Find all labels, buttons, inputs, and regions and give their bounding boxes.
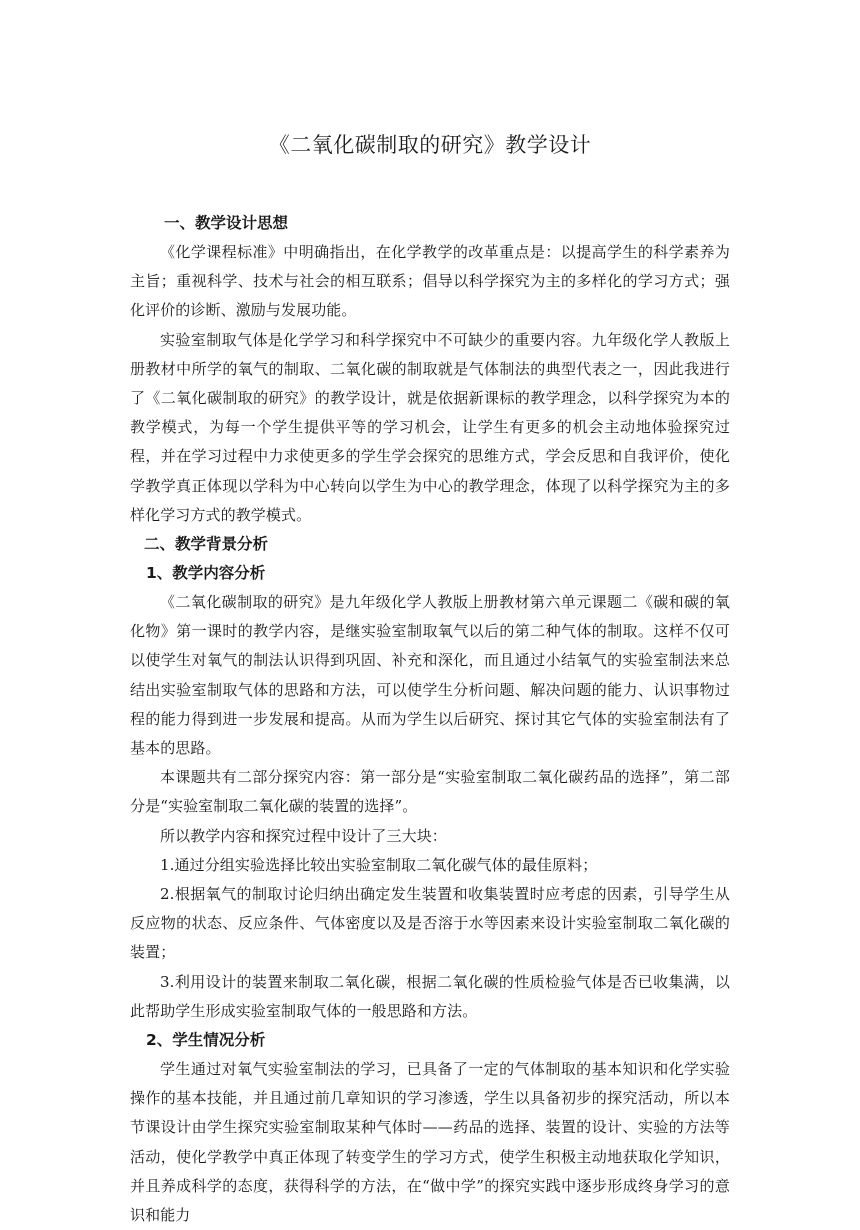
paragraph: 学生通过对氧气实验室制法的学习，已具备了一定的气体制取的基本知识和化学实验操作的基本技能，并且通过前几章知识的学习渗透，学生以具备初步的探究活动，所以本节课设计由学生探究实验室制取某种气体时——药品的选择、装置的设计、实验的方法等活动，使化学教学中真正体现了转变学生的学习方式，使学生积极主动地获取化学知识，并且养成科学的态度，获得科学的方法，在“做中学”的探究实践中逐步形成终身学习的意识和能力: [130, 1060, 730, 1225]
document-title: 《二氧化碳制取的研究》教学设计: [268, 133, 592, 157]
subsection-heading: 1、教学内容分析: [146, 564, 266, 583]
paragraph: 《化学课程标准》中明确指出，在化学教学的改革重点是：以提高学生的科学素养为主旨；重视科学、技术与社会的相互联系；倡导以科学探究为主的多样化的学习方式；强化评价的诊断、激励与发展功能。: [130, 243, 730, 320]
paragraph: 本课题共有二部分探究内容：第一部分是“实验室制取二氧化碳药品的选择”，第二部分是“实验室制取二氧化碳的装置的选择”。: [130, 768, 730, 816]
list-item: 1.通过分组实验选择比较出实验室制取二氧化碳气体的最佳原料；: [160, 855, 598, 874]
section-heading: 一、教学设计思想: [164, 214, 289, 232]
paragraph: 《二氧化碳制取的研究》是九年级化学人教版上册教材第六单元课题二《碳和碳的氧化物》第一课时的教学内容，是继实验室制取氧气以后的第二种气体的制取。这样不仅可以使学生对氧气的制法认识得到巩固、补充和深化，而且通过小结氧气的实验室制法来总结出实验室制取气体的思路和方法，可以使学生分析问题、解决问题的能力、认识事物过程的能力得到进一步发展和提高。从而为学生以后研究、探讨其它气体的实验室制法有了基本的思路。: [130, 593, 730, 758]
document-body: [130, 209, 730, 1230]
paragraph: 实验室制取气体是化学学习和科学探究中不可缺少的重要内容。九年级化学人教版上册教材中所学的氧气的制取、二氧化碳的制取就是气体制法的典型代表之一，因此我进行了《二氧化碳制取的研究》的教学设计，就是依据新课标的教学理念，以科学探究为本的教学模式，为每一个学生提供平等的学习机会，让学生有更多的机会主动地体验探究过程，并在学习过程中力求使更多的学生学会探究的思维方式，学会反思和自我评价，使化学教学真正体现以学科为中心转向以学生为中心的教学理念，体现了以科学探究为主的多样化学习方式的教学模式。: [130, 330, 730, 524]
list-item: 3.利用设计的装置来制取二氧化碳，根据二氧化碳的性质检验气体是否已收集满，以此帮助学生形成实验室制取气体的一般思路和方法。: [130, 972, 730, 1020]
list-item: 2.根据氧气的制取讨论归纳出确定发生装置和收集装置时应考虑的因素，引导学生从反应物的状态、反应条件、气体密度以及是否溶于水等因素来设计实验室制取二氧化碳的装置；: [130, 885, 730, 962]
section-heading: 二、教学背景分析: [144, 535, 269, 554]
subsection-heading: 2、学生情况分析: [146, 1031, 266, 1050]
paragraph: 所以教学内容和探究过程中设计了三大块：: [160, 826, 447, 845]
